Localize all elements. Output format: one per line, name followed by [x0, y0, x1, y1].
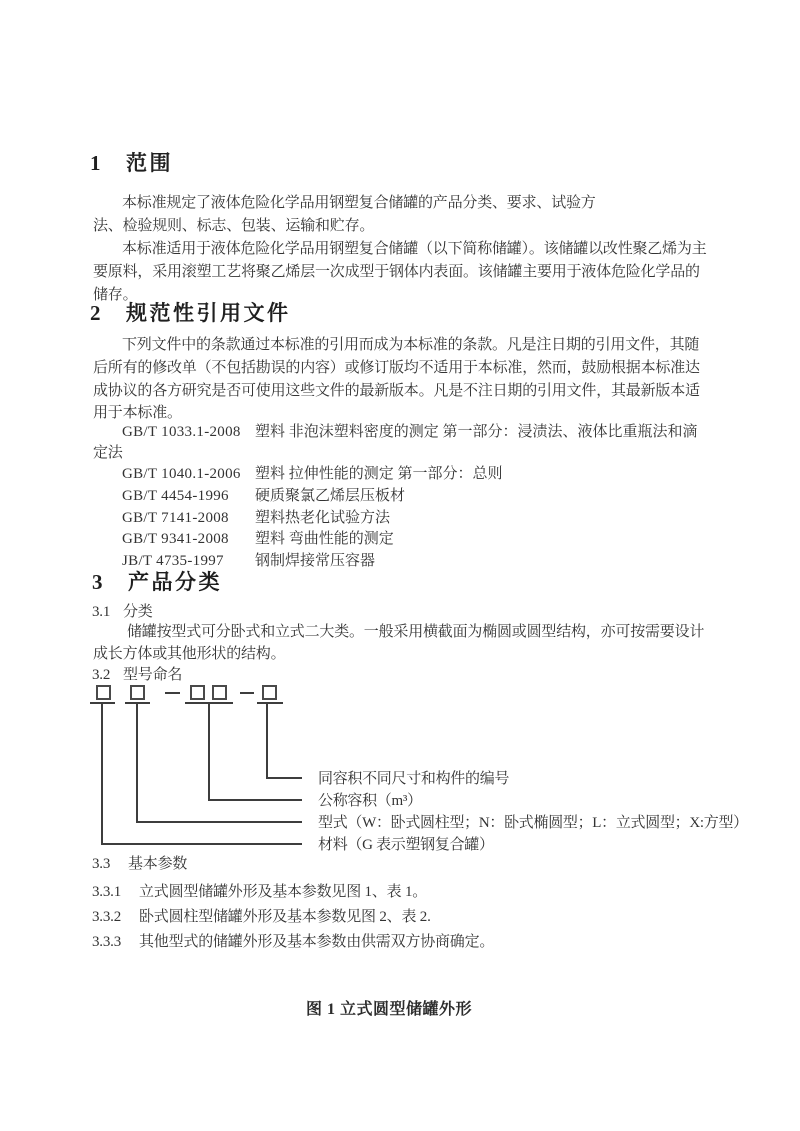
- subsection-title: 基本参数: [128, 856, 188, 872]
- connector-vertical-serial: [266, 703, 268, 779]
- section-2-title: 规范性引用文件: [126, 302, 291, 325]
- subsection-3-1-heading: [92, 604, 153, 620]
- section-2-number: 2: [90, 301, 101, 325]
- reference-row: [122, 510, 390, 526]
- reference-wrap-line: 定法: [93, 445, 123, 461]
- reference-row: [122, 531, 394, 547]
- hyphen-separator: [165, 692, 180, 694]
- paragraph-line: 本标准适用于液体危险化学品用钢塑复合储罐（以下简称储罐）。该储罐以改性聚乙烯为主: [122, 241, 707, 257]
- reference-row: [122, 424, 698, 440]
- model-code-box-type: [130, 685, 145, 700]
- connector-vertical-volume: [208, 703, 210, 801]
- paragraph-line: 后所有的修改单（不包括勘误的内容）或修订版均不适用于本标准，然而，鼓励根据本标准达: [93, 360, 700, 376]
- subsection-title: 型号命名: [123, 667, 183, 683]
- reference-title: 塑料热老化试验方法: [255, 510, 391, 526]
- model-label-serial: 同容积不同尺寸和构件的编号: [318, 771, 510, 787]
- figure-1-caption: 图 1 立式圆型储罐外形: [306, 1001, 473, 1018]
- paragraph-line: 成协议的各方研究是否可使用这些文件的最新版本。凡是不注日期的引用文件，其最新版本适: [93, 383, 700, 399]
- reference-row: [122, 466, 503, 482]
- connector-leader-type: [136, 821, 302, 823]
- subsection-title: 分类: [123, 604, 153, 620]
- paragraph-line: 法、检验规则、标志、包装、运输和贮存。: [93, 218, 375, 234]
- paragraph-line: 用于本标准。: [93, 405, 182, 421]
- reference-code: JB/T 4735-1997: [122, 553, 224, 569]
- section-1-heading: [90, 152, 173, 175]
- reference-code: GB/T 1040.1-2006: [122, 466, 241, 482]
- model-label-type: 型式（W：卧式圆柱型；N：卧式椭圆型；L：立式圆型；X:方型）: [318, 815, 748, 831]
- clause-3-3-3: [92, 934, 494, 950]
- clause-text: 立式圆型储罐外形及基本参数见图 1、表 1。: [139, 884, 428, 900]
- reference-title: 钢制焊接常压容器: [255, 553, 376, 569]
- model-code-box-volume-2: [212, 685, 227, 700]
- reference-title: 塑料 弯曲性能的测定: [255, 531, 394, 547]
- box-underline: [257, 702, 283, 704]
- connector-leader-volume: [208, 799, 302, 801]
- model-label-material: 材料（G 表示塑钢复合罐）: [318, 837, 494, 853]
- reference-title: 硬质聚氯乙烯层压板材: [255, 488, 406, 504]
- paragraph-line: 储存。: [93, 287, 138, 303]
- paragraph-line: 本标准规定了液体危险化学品用钢塑复合储罐的产品分类、要求、试验方: [122, 195, 596, 211]
- model-code-box-volume-1: [190, 685, 205, 700]
- subsection-number: 3.2: [92, 667, 111, 683]
- reference-title: 塑料 非泡沫塑料密度的测定 第一部分：浸渍法、液体比重瓶法和滴: [255, 424, 698, 440]
- reference-row: [122, 488, 405, 504]
- reference-title: 塑料 拉伸性能的测定 第一部分：总则: [255, 466, 503, 482]
- subsection-number: 3.1: [92, 604, 111, 620]
- hyphen-separator: [240, 692, 254, 694]
- section-3-title: 产品分类: [128, 571, 222, 594]
- reference-code: GB/T 9341-2008: [122, 531, 229, 547]
- reference-code: GB/T 7141-2008: [122, 510, 229, 526]
- section-1-number: 1: [90, 151, 101, 175]
- connector-vertical-type: [136, 703, 138, 823]
- clause-3-3-2: [92, 909, 431, 925]
- clause-3-3-1: [92, 884, 427, 900]
- model-code-box-serial: [262, 685, 277, 700]
- connector-leader-serial: [266, 777, 302, 779]
- paragraph-line: 下列文件中的条款通过本标准的引用而成为本标准的条款。凡是注日期的引用文件，其随: [122, 337, 700, 353]
- reference-row: [122, 553, 375, 569]
- reference-code: GB/T 1033.1-2008: [122, 424, 241, 440]
- subsection-3-3-heading: [92, 856, 187, 872]
- paragraph-line: 储罐按型式可分卧式和立式二大类。一般采用横截面为椭圆或圆型结构，亦可按需要设计: [127, 624, 705, 640]
- model-code-box-material: [96, 685, 111, 700]
- clause-text: 其他型式的储罐外形及基本参数由供需双方协商确定。: [139, 934, 495, 950]
- clause-number: 3.3.2: [92, 909, 122, 925]
- connector-leader-material: [101, 843, 302, 845]
- section-1-title: 范围: [126, 152, 173, 175]
- subsection-number: 3.3: [92, 856, 111, 872]
- section-2-heading: [90, 302, 291, 325]
- clause-number: 3.3.1: [92, 884, 122, 900]
- paragraph-line: 成长方体或其他形状的结构。: [93, 646, 286, 662]
- paragraph-line: 要原料，采用滚塑工艺将聚乙烯层一次成型于钢体内表面。该储罐主要用于液体危险化学品的: [93, 264, 700, 280]
- clause-number: 3.3.3: [92, 934, 122, 950]
- section-3-heading: [92, 571, 222, 594]
- reference-code: GB/T 4454-1996: [122, 488, 229, 504]
- model-label-volume: 公称容积（m³）: [318, 793, 422, 809]
- section-3-number: 3: [92, 570, 103, 594]
- connector-vertical-material: [101, 703, 103, 845]
- subsection-3-2-heading: [92, 667, 182, 683]
- clause-text: 卧式圆柱型储罐外形及基本参数见图 2、表 2.: [139, 909, 431, 925]
